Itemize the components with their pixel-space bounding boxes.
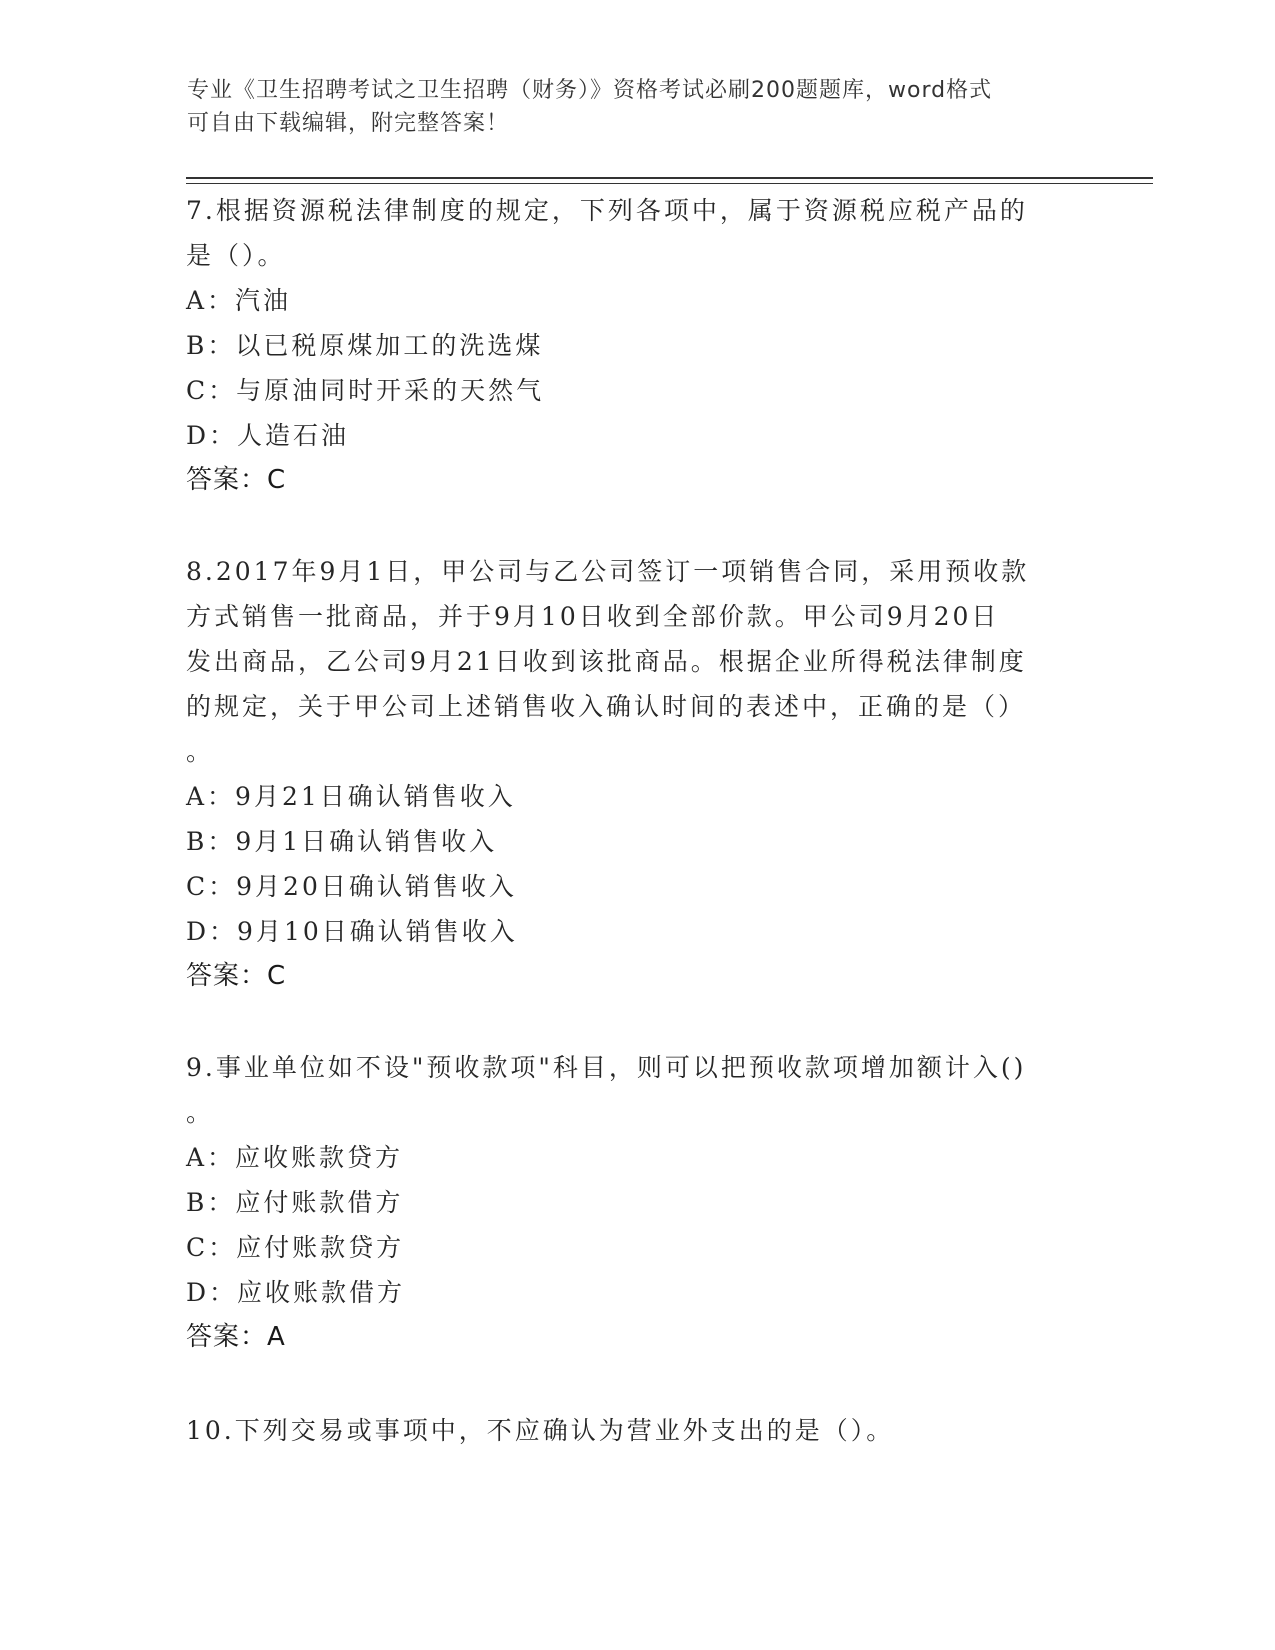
- option-d: D：9月10日确认销售收入: [186, 917, 518, 946]
- option-c: C：9月20日确认销售收入: [186, 872, 517, 901]
- question-text: 10.下列交易或事项中，不应确认为营业外支出的是（）。: [186, 1416, 895, 1445]
- spacer: [186, 503, 1086, 549]
- question-text: 发出商品，乙公司9月21日收到该批商品。根据企业所得税法律制度: [186, 647, 1027, 676]
- header-divider-thick: [186, 177, 1153, 179]
- question-10: [186, 1408, 1086, 1453]
- answer: 答案：C: [186, 465, 287, 495]
- header-divider-thin: [186, 183, 1153, 184]
- option-a: A：应收账款贷方: [186, 1143, 404, 1172]
- option-b: B：以已税原煤加工的洗选煤: [186, 331, 544, 360]
- option-d: D：应收账款借方: [186, 1278, 406, 1307]
- question-8: [186, 549, 1086, 999]
- answer: 答案：C: [186, 961, 287, 991]
- question-text: 9.事业单位如不设"预收款项"科目，则可以把预收款项增加额计入(): [186, 1053, 1027, 1082]
- option-c: C：应付账款贷方: [186, 1233, 405, 1262]
- header-line-2: 可自由下载编辑，附完整答案！: [187, 111, 510, 136]
- question-text: 是（）。: [186, 241, 286, 270]
- header-line-1: 专业《卫生招聘考试之卫生招聘（财务）》资格考试必刷200题题库，word格式: [187, 78, 993, 103]
- option-c: C：与原油同时开采的天然气: [186, 376, 545, 405]
- document-header: [187, 74, 1067, 140]
- question-text: 。: [186, 737, 215, 766]
- option-a: A：汽油: [186, 286, 292, 315]
- question-text: 的规定，关于甲公司上述销售收入确认时间的表述中，正确的是（）: [186, 692, 1027, 721]
- answer: 答案：A: [186, 1322, 286, 1352]
- question-text: 。: [186, 1098, 215, 1127]
- option-a: A：9月21日确认销售收入: [186, 782, 516, 811]
- question-text: 7.根据资源税法律制度的规定，下列各项中，属于资源税应税产品的: [186, 196, 1028, 225]
- question-text: 方式销售一批商品，并于9月10日收到全部价款。甲公司9月20日: [186, 602, 1000, 631]
- spacer: [186, 1360, 1086, 1408]
- option-b: B：9月1日确认销售收入: [186, 827, 498, 856]
- option-b: B：应付账款借方: [186, 1188, 404, 1217]
- question-list: [186, 188, 1086, 1453]
- question-text: 8.2017年9月1日，甲公司与乙公司签订一项销售合同，采用预收款: [186, 557, 1030, 586]
- question-7: [186, 188, 1086, 503]
- question-9: [186, 1045, 1086, 1360]
- spacer: [186, 999, 1086, 1045]
- option-d: D：人造石油: [186, 421, 350, 450]
